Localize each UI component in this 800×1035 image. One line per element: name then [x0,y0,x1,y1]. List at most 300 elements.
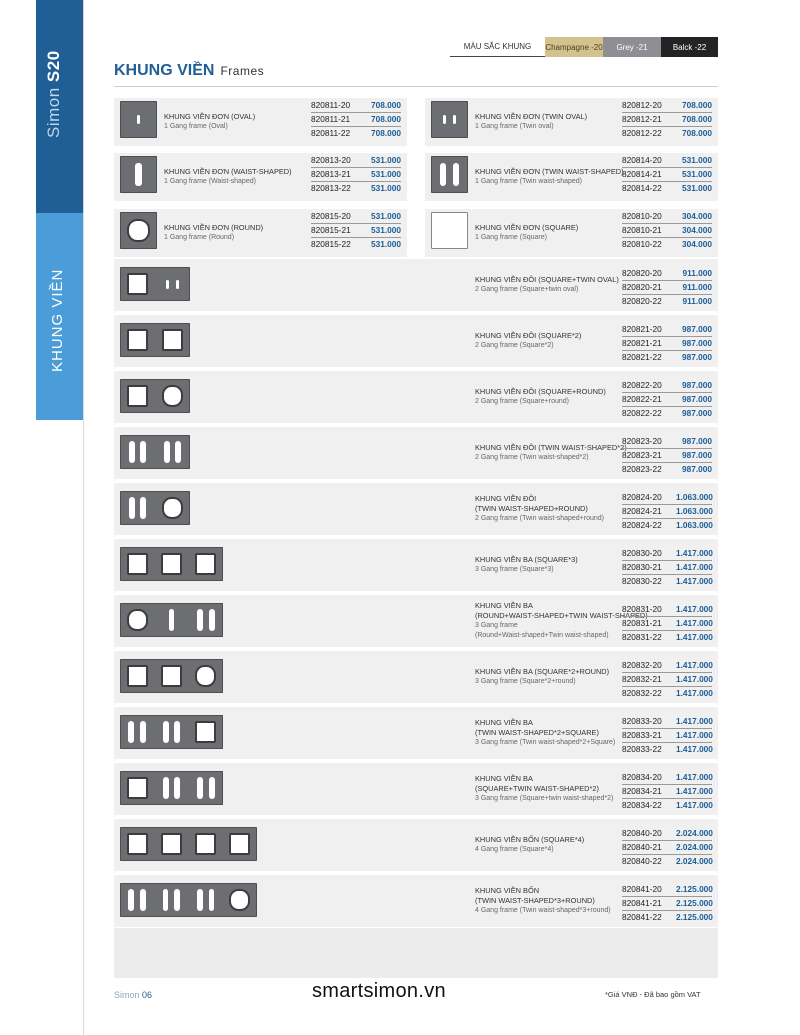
opening-square [127,329,148,350]
frame-thumbnail [120,659,223,693]
product-code: 820823-22 [622,464,662,474]
code-price-line [622,715,712,729]
product-row [114,483,718,535]
product-price: 531.000 [682,155,712,165]
opening-square [162,329,183,350]
opening-square [127,273,148,294]
colour-legend-label: MÀU SẮC KHUNG [450,37,545,57]
product-name [475,886,611,916]
code-price-line [622,911,712,924]
product-code-table [622,267,712,308]
product-price: 1.417.000 [676,772,713,782]
product-code: 820832-21 [622,674,662,684]
frame-thumbnail [120,715,223,749]
opening-oval [174,721,180,742]
product-row [114,763,718,815]
product-code-table [622,827,712,868]
product-row [114,875,718,927]
product-code-table [311,210,401,251]
code-price-line [622,379,712,393]
product-name-vi: KHUNG VIỀN BA [475,718,533,727]
code-price-line [622,575,712,588]
opening-oval [163,777,169,798]
code-price-line [622,351,712,364]
product-code: 820811-21 [311,114,351,124]
product-row [114,707,718,759]
product-name-vi: (ROUND+WAIST-SHAPED+TWIN WAIST-SHAPED) [475,611,648,620]
product-name-en: 1 Gang frame (Oval) [164,123,228,130]
opening-oval [209,777,215,798]
product-name-en: 1 Gang frame (Round) [164,234,235,241]
product-code: 820814-22 [622,183,662,193]
product-row [114,371,718,423]
product-price: 304.000 [682,239,712,249]
product-price: 1.417.000 [676,716,713,726]
product-code-table [622,603,712,644]
product-name-en: 1 Gang frame (Waist-shaped) [164,178,256,185]
page-title-text: KHUNG VIỀN [114,62,215,79]
code-price-line [622,603,712,617]
product-price: 2.125.000 [676,884,713,894]
code-price-line [622,855,712,868]
product-price: 1.417.000 [676,660,713,670]
page-title [114,62,264,80]
product-code: 820820-22 [622,296,662,306]
code-price-line [622,729,712,743]
code-price-line [311,154,401,168]
product-price: 531.000 [371,239,401,249]
product-code-table [622,547,712,588]
title-divider [114,86,718,87]
code-price-line [311,168,401,182]
code-price-line [622,224,712,238]
product-row [114,539,718,591]
product-price: 2.125.000 [676,912,713,922]
product-name-vi: (SQUARE+TWIN WAIST-SHAPED*2) [475,784,599,793]
code-price-line [622,281,712,295]
product-code-table [622,883,712,924]
code-price-line [622,182,712,195]
opening-square [195,721,216,742]
code-price-line [311,210,401,224]
product-name-vi: KHUNG VIỀN BA (SQUARE*2+ROUND) [475,667,610,676]
product-code: 820841-22 [622,912,662,922]
product-name-vi: KHUNG VIỀN ĐƠN (WAIST-SHAPED) [164,167,292,176]
code-price-line [622,449,712,463]
product-name-vi: KHUNG VIỀN ĐÔI [475,494,537,503]
frame-thumbnail [120,212,157,249]
product-code: 820810-22 [622,239,662,249]
product-name-en: 3 Gang frame (Square*2+round) [475,678,576,685]
code-price-line [622,238,712,251]
product-row [114,259,718,311]
product-name-vi: KHUNG VIỀN BỐN [475,886,540,895]
product-code: 820812-20 [622,100,662,110]
code-price-line [622,673,712,687]
colour-swatch-champagne: Champagne -20 [545,37,603,57]
code-price-line [311,113,401,127]
opening-square [161,665,182,686]
opening-square [162,385,183,406]
product-name-en: 4 Gang frame (Twin waist-shaped*3+round) [475,907,611,914]
product-name [475,167,624,187]
opening-oval [166,280,169,289]
opening-oval [209,609,215,630]
product-price: 1.063.000 [676,506,713,516]
frame-thumbnail [431,212,468,249]
product-price: 1.417.000 [676,576,713,586]
product-code: 820840-22 [622,856,662,866]
opening-square [195,833,216,854]
opening-oval [197,777,203,798]
product-name-en: 3 Gang frame (Square+twin waist-shaped*2) [475,795,614,802]
product-name-en: 2 Gang frame (Square*2) [475,342,554,349]
opening-oval [453,115,456,124]
opening-oval [140,497,146,518]
product-name [475,443,627,463]
product-name-vi: KHUNG VIỀN ĐÔI (SQUARE+TWIN OVAL) [475,275,619,284]
product-price: 911.000 [682,296,712,306]
product-code: 820822-22 [622,408,662,418]
code-price-line [622,659,712,673]
footer-brand: Simon [114,990,143,1000]
product-code: 820815-20 [311,211,351,221]
product-price: 531.000 [682,183,712,193]
code-price-line [622,799,712,812]
product-price: 2.024.000 [676,856,713,866]
product-price: 708.000 [682,114,712,124]
product-code: 820821-21 [622,338,662,348]
colour-swatch-black: Balck -22 [661,37,718,57]
opening-oval [440,163,446,186]
opening-oval [163,889,169,910]
product-name-vi: KHUNG VIỀN ĐÔI (TWIN WAIST-SHAPED*2) [475,443,627,452]
code-price-line [311,182,401,195]
frame-thumbnail [120,827,257,861]
product-name [475,112,587,132]
code-price-line [622,841,712,855]
code-price-line [622,407,712,420]
code-price-line [622,210,712,224]
opening-oval [164,441,170,462]
price-note: *Giá VNĐ - Đã bao gồm VAT [605,990,701,999]
product-code: 820813-20 [311,155,351,165]
code-price-line [622,168,712,182]
product-code: 820823-20 [622,436,662,446]
opening-square [161,833,182,854]
product-code-table [622,715,712,756]
product-name [164,112,255,132]
opening-oval [140,441,146,462]
frame-thumbnail [120,101,157,138]
opening-square [229,833,250,854]
code-price-line [311,127,401,140]
product-code: 820830-21 [622,562,662,572]
product-name-vi: KHUNG VIỀN BA [475,601,533,610]
product-code: 820810-21 [622,225,662,235]
product-code: 820813-22 [311,183,351,193]
brand-light-text: Simon [44,82,63,138]
code-price-line [622,687,712,700]
product-code: 820834-20 [622,772,662,782]
product-code: 820832-22 [622,688,662,698]
product-name-en: 3 Gang frame (Square*3) [475,566,554,573]
product-name-en: 2 Gang frame (Square+twin oval) [475,286,579,293]
opening-square [127,609,148,630]
opening-square [127,385,148,406]
product-name-vi: KHUNG VIỀN ĐƠN (SQUARE) [475,223,579,232]
product-price: 1.417.000 [676,562,713,572]
opening-oval [137,115,140,124]
product-name [475,774,613,804]
opening-oval [135,163,141,186]
product-name-vi: KHUNG VIỀN BA [475,774,533,783]
frame-thumbnail [431,156,468,193]
product-price: 1.417.000 [676,548,713,558]
product-row [114,819,718,871]
code-price-line [622,631,712,644]
code-price-line [311,238,401,251]
product-code-table [622,771,712,812]
product-code: 820822-21 [622,394,662,404]
product-name-vi: KHUNG VIỀN ĐƠN (ROUND) [164,223,264,232]
product-code-table [622,435,712,476]
product-price: 1.063.000 [676,492,713,502]
brand-bold-text: S20 [44,50,63,83]
product-code: 820831-20 [622,604,662,614]
opening-oval [128,721,134,742]
opening-square [127,833,148,854]
product-price: 987.000 [682,338,712,348]
product-name-vi: KHUNG VIỀN BỐN (SQUARE*4) [475,835,585,844]
product-price: 987.000 [682,380,712,390]
product-code: 820830-20 [622,548,662,558]
product-price: 2.125.000 [676,898,713,908]
code-price-line [622,491,712,505]
product-name-vi: KHUNG VIỀN ĐÔI (SQUARE*2) [475,331,582,340]
frame-thumbnail [120,771,223,805]
product-name [475,331,581,351]
product-name-en: 4 Gang frame (Square*4) [475,846,554,853]
product-name [475,387,606,407]
opening-square [195,665,216,686]
code-price-line [622,519,712,532]
code-price-line [622,113,712,127]
product-code-table [622,154,712,195]
code-price-line [311,99,401,113]
product-name [475,494,604,524]
product-code: 820822-20 [622,380,662,390]
product-price: 531.000 [371,183,401,193]
opening-oval [175,441,181,462]
code-price-line [622,743,712,756]
product-price: 1.417.000 [676,730,713,740]
code-price-line [622,154,712,168]
product-name-vi: (TWIN WAIST-SHAPED*2+SQUARE) [475,728,599,737]
frame-thumbnail [120,267,190,301]
opening-oval [453,163,459,186]
product-price: 987.000 [682,436,712,446]
code-price-line [311,224,401,238]
code-price-line [622,883,712,897]
product-price: 987.000 [682,394,712,404]
product-name [164,167,292,187]
product-price: 1.417.000 [676,786,713,796]
frame-thumbnail [120,603,223,637]
opening-oval [163,721,169,742]
product-code: 820821-20 [622,324,662,334]
product-name-en: 3 Gang frame [475,622,518,629]
product-code-table [622,99,712,140]
product-row [114,651,718,703]
product-name-vi: KHUNG VIỀN ĐƠN (TWIN OVAL) [475,112,588,121]
product-code: 820832-20 [622,660,662,670]
product-price: 708.000 [371,128,401,138]
product-code: 820820-20 [622,268,662,278]
opening-square [127,665,148,686]
code-price-line [622,897,712,911]
product-price: 987.000 [682,324,712,334]
product-code: 820814-20 [622,155,662,165]
product-price: 987.000 [682,464,712,474]
opening-oval [176,280,179,289]
product-price: 531.000 [682,169,712,179]
product-code: 820831-21 [622,618,662,628]
product-price: 1.417.000 [676,604,713,614]
product-code: 820824-21 [622,506,662,516]
product-price: 531.000 [371,211,401,221]
code-price-line [622,827,712,841]
product-code-table [311,154,401,195]
product-price: 531.000 [371,169,401,179]
product-code: 820812-21 [622,114,662,124]
colour-legend [450,37,718,57]
product-name-en: 3 Gang frame (Twin waist-shaped*2+Square) [475,739,616,746]
product-code: 820841-21 [622,898,662,908]
product-price: 708.000 [682,100,712,110]
product-row [114,209,718,257]
product-code: 820830-22 [622,576,662,586]
product-name [475,275,619,295]
sidebar-brand [44,50,64,138]
page-footer-label [114,990,152,1000]
product-price: 2.024.000 [676,828,713,838]
code-price-line [622,617,712,631]
opening-oval [209,889,215,910]
product-code: 820841-20 [622,884,662,894]
frame-thumbnail [120,547,223,581]
product-code: 820833-22 [622,744,662,754]
frame-thumbnail [120,491,190,525]
product-name [475,667,609,687]
opening-square [127,219,150,242]
product-price: 1.417.000 [676,632,713,642]
frame-thumbnail [120,323,190,357]
product-name-en: 1 Gang frame (Twin oval) [475,123,554,130]
code-price-line [622,99,712,113]
opening-oval [140,889,146,910]
product-row [114,153,718,201]
product-price: 708.000 [371,100,401,110]
product-price: 531.000 [371,155,401,165]
product-price: 304.000 [682,211,712,221]
product-name-vi: (TWIN WAIST-SHAPED+ROUND) [475,504,588,513]
opening-oval [129,441,135,462]
opening-oval [197,889,203,910]
sidebar-section-title: KHUNG VIỀN [49,268,66,372]
website-text: smartsimon.vn [312,980,446,1002]
opening-oval [129,497,135,518]
product-name [164,223,263,243]
opening-square [162,497,183,518]
product-price: 987.000 [682,408,712,418]
product-price: 987.000 [682,352,712,362]
code-price-line [622,435,712,449]
product-name [475,223,578,243]
page-number: 06 [142,990,153,1000]
opening-square [195,553,216,574]
product-code: 820840-21 [622,842,662,852]
product-price: 2.024.000 [676,842,713,852]
product-name-en: (Round+Waist-shaped+Twin waist-shaped) [475,632,609,639]
product-code: 820833-20 [622,716,662,726]
product-price: 708.000 [371,114,401,124]
product-code: 820815-22 [311,239,351,249]
product-code: 820824-20 [622,492,662,502]
product-code: 820813-21 [311,169,351,179]
code-price-line [622,547,712,561]
opening-oval [443,115,446,124]
product-price: 1.417.000 [676,688,713,698]
frame-thumbnail [120,156,157,193]
product-row [114,98,718,146]
product-price: 1.417.000 [676,800,713,810]
code-price-line [622,295,712,308]
product-code: 820814-21 [622,169,662,179]
opening-oval [140,721,146,742]
product-price: 1.417.000 [676,618,713,628]
product-code: 820811-20 [311,100,351,110]
product-name-vi: KHUNG VIỀN ĐƠN (OVAL) [164,112,256,121]
product-code: 820820-21 [622,282,662,292]
product-code: 820840-20 [622,828,662,838]
code-price-line [622,393,712,407]
product-code-table [311,99,401,140]
opening-oval [197,609,203,630]
product-name-en: 1 Gang frame (Square) [475,234,547,241]
product-name [475,555,578,575]
product-code-table [622,659,712,700]
product-code: 820812-22 [622,128,662,138]
product-code: 820815-21 [311,225,351,235]
product-price: 708.000 [682,128,712,138]
product-name-en: 2 Gang frame (Square+round) [475,398,569,405]
product-price: 1.417.000 [676,674,713,684]
code-price-line [622,561,712,575]
product-name-en: 1 Gang frame (Twin waist-shaped) [475,178,582,185]
opening-oval [169,609,175,630]
product-code: 820821-22 [622,352,662,362]
product-price: 304.000 [682,225,712,235]
colour-swatch-grey: Grey -21 [603,37,661,57]
code-price-line [622,505,712,519]
product-name [475,835,584,855]
product-code-table [622,323,712,364]
opening-square [161,553,182,574]
code-price-line [622,771,712,785]
product-code: 820811-22 [311,128,351,138]
product-name-vi: KHUNG VIỀN ĐƠN (TWIN WAIST-SHAPED) [475,167,624,176]
